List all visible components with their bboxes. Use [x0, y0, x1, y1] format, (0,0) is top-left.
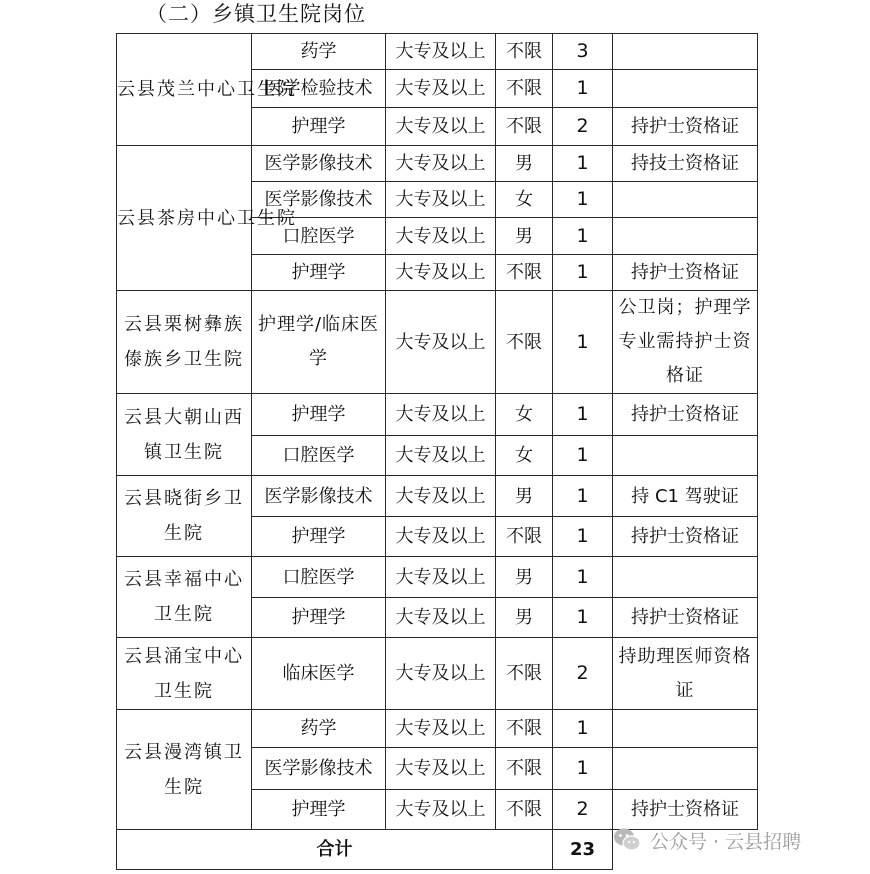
education-cell: 大专及以上: [386, 748, 496, 790]
major-cell: 护理学: [252, 108, 386, 146]
gender-cell: 男: [496, 598, 553, 638]
note-cell: [613, 182, 758, 218]
table-row: [117, 394, 758, 436]
education-cell: 大专及以上: [386, 255, 496, 291]
wechat-icon: [612, 825, 642, 855]
count-cell: 1: [553, 748, 613, 790]
gender-cell: 男: [496, 146, 553, 182]
major-cell: 医学影像技术: [252, 146, 386, 182]
count-cell: 1: [553, 710, 613, 748]
gender-cell: 不限: [496, 790, 553, 830]
count-cell: 1: [553, 70, 613, 108]
note-cell: 公卫岗；护理学专业需持护士资格证: [613, 291, 758, 394]
unit-cell: 云县茂兰中心卫生院: [117, 34, 252, 146]
note-cell: 持护士资格证: [613, 255, 758, 291]
section-title: （二）乡镇卫生院岗位: [146, 2, 366, 26]
count-cell: 1: [553, 394, 613, 436]
major-cell: 医学影像技术: [252, 182, 386, 218]
note-cell: 持护士资格证: [613, 790, 758, 830]
gender-cell: 不限: [496, 638, 553, 710]
count-cell: 2: [553, 638, 613, 710]
major-cell: 医学检验技术: [252, 70, 386, 108]
education-cell: 大专及以上: [386, 146, 496, 182]
education-cell: 大专及以上: [386, 638, 496, 710]
gender-cell: 不限: [496, 108, 553, 146]
total-label: 合计: [117, 830, 553, 870]
note-cell: [613, 70, 758, 108]
major-cell: 临床医学: [252, 638, 386, 710]
count-cell: 1: [553, 255, 613, 291]
note-cell: 持护士资格证: [613, 108, 758, 146]
note-cell: 持助理医师资格证: [613, 638, 758, 710]
major-cell: 药学: [252, 34, 386, 70]
major-cell: 护理学: [252, 517, 386, 557]
education-cell: 大专及以上: [386, 291, 496, 394]
education-cell: 大专及以上: [386, 182, 496, 218]
count-cell: 1: [553, 436, 613, 476]
unit-cell: 云县漫湾镇卫生院: [117, 710, 252, 830]
note-cell: 持护士资格证: [613, 598, 758, 638]
total-value: 23: [553, 830, 613, 870]
gender-cell: 不限: [496, 710, 553, 748]
education-cell: 大专及以上: [386, 476, 496, 517]
count-cell: 1: [553, 146, 613, 182]
major-cell: 护理学: [252, 790, 386, 830]
note-cell: [613, 557, 758, 598]
count-cell: 1: [553, 557, 613, 598]
major-cell: 护理学: [252, 255, 386, 291]
note-cell: [613, 34, 758, 70]
education-cell: 大专及以上: [386, 394, 496, 436]
unit-cell: 云县幸福中心卫生院: [117, 557, 252, 638]
major-cell: 医学影像技术: [252, 748, 386, 790]
table-row: [117, 476, 758, 517]
note-cell: [613, 218, 758, 255]
watermark: [612, 823, 801, 857]
education-cell: 大专及以上: [386, 70, 496, 108]
unit-cell: 云县大朝山西镇卫生院: [117, 394, 252, 476]
gender-cell: 男: [496, 476, 553, 517]
unit-cell: 云县栗树彝族傣族乡卫生院: [117, 291, 252, 394]
count-cell: 3: [553, 34, 613, 70]
major-cell: 口腔医学: [252, 436, 386, 476]
gender-cell: 女: [496, 182, 553, 218]
note-cell: 持 C1 驾驶证: [613, 476, 758, 517]
gender-cell: 不限: [496, 255, 553, 291]
note-cell: 持护士资格证: [613, 517, 758, 557]
gender-cell: 不限: [496, 34, 553, 70]
education-cell: 大专及以上: [386, 108, 496, 146]
note-cell: [613, 436, 758, 476]
count-cell: 2: [553, 790, 613, 830]
table-row: [117, 291, 758, 394]
major-cell: 护理学: [252, 394, 386, 436]
major-cell: 医学影像技术: [252, 476, 386, 517]
note-cell: [613, 748, 758, 790]
count-cell: 1: [553, 598, 613, 638]
major-cell: 药学: [252, 710, 386, 748]
positions-table: [116, 33, 758, 870]
count-cell: 1: [553, 218, 613, 255]
unit-cell: 云县涌宝中心卫生院: [117, 638, 252, 710]
major-cell: 护理学: [252, 598, 386, 638]
note-cell: [613, 710, 758, 748]
gender-cell: 女: [496, 436, 553, 476]
count-cell: 1: [553, 182, 613, 218]
gender-cell: 男: [496, 218, 553, 255]
major-cell: 护理学/临床医学: [252, 291, 386, 394]
education-cell: 大专及以上: [386, 517, 496, 557]
count-cell: 2: [553, 108, 613, 146]
gender-cell: 不限: [496, 291, 553, 394]
unit-cell: 云县茶房中心卫生院: [117, 146, 252, 291]
gender-cell: 女: [496, 394, 553, 436]
education-cell: 大专及以上: [386, 557, 496, 598]
count-cell: 1: [553, 517, 613, 557]
gender-cell: 不限: [496, 517, 553, 557]
education-cell: 大专及以上: [386, 598, 496, 638]
education-cell: 大专及以上: [386, 218, 496, 255]
watermark-text: 公众号 · 云县招聘: [650, 830, 802, 853]
unit-cell: 云县晓街乡卫生院: [117, 476, 252, 557]
note-cell: 持技士资格证: [613, 146, 758, 182]
count-cell: 1: [553, 291, 613, 394]
gender-cell: 男: [496, 557, 553, 598]
major-cell: 口腔医学: [252, 557, 386, 598]
education-cell: 大专及以上: [386, 710, 496, 748]
education-cell: 大专及以上: [386, 790, 496, 830]
gender-cell: 不限: [496, 748, 553, 790]
major-cell: 口腔医学: [252, 218, 386, 255]
gender-cell: 不限: [496, 70, 553, 108]
table-row: [117, 146, 758, 182]
table-row: [117, 710, 758, 748]
education-cell: 大专及以上: [386, 436, 496, 476]
note-cell: 持护士资格证: [613, 394, 758, 436]
table-row: [117, 557, 758, 598]
count-cell: 1: [553, 476, 613, 517]
table-row: [117, 34, 758, 70]
education-cell: 大专及以上: [386, 34, 496, 70]
table-row: [117, 638, 758, 710]
